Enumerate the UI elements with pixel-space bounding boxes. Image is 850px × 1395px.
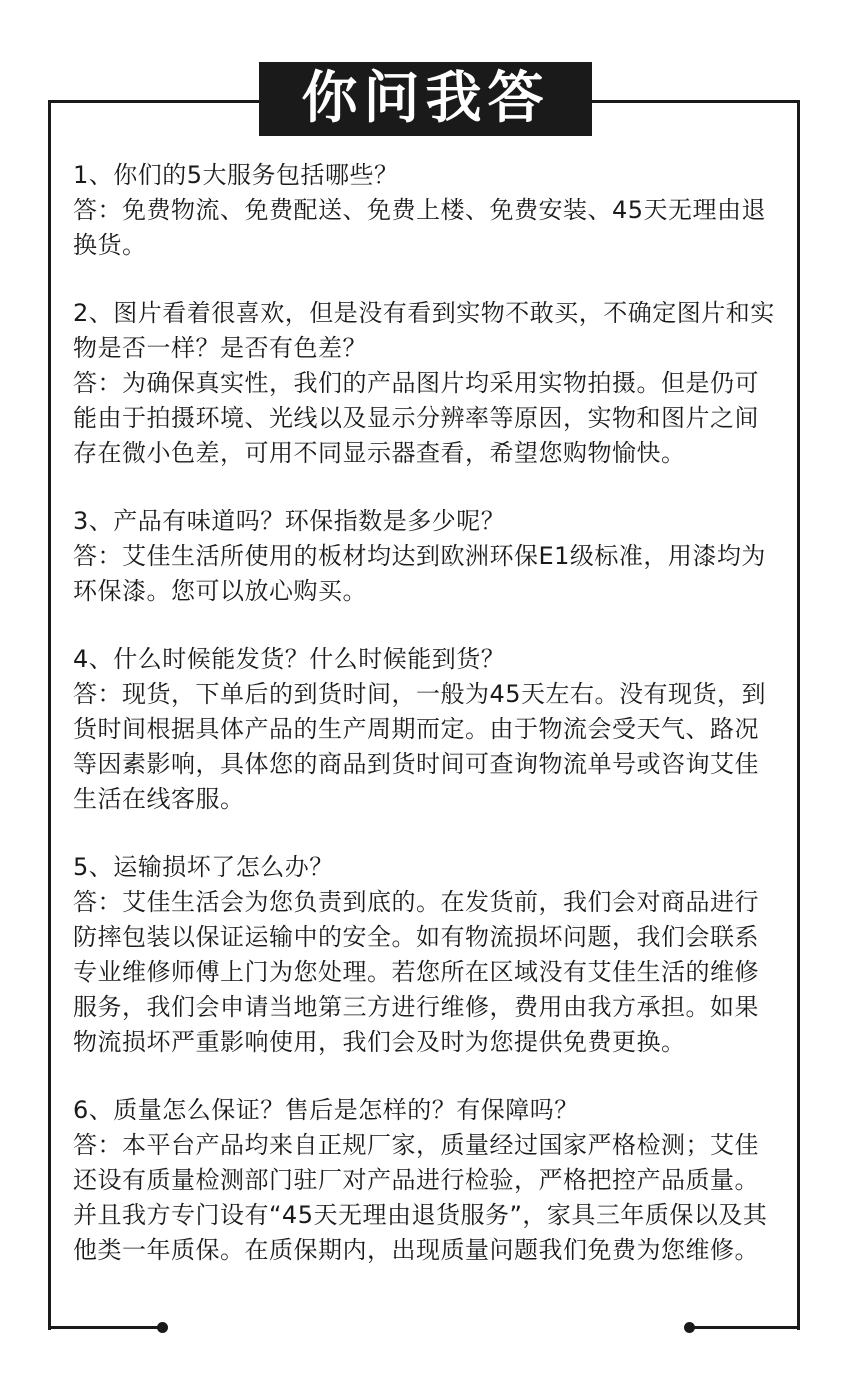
faq-question: 1、你们的5大服务包括哪些？ <box>73 161 399 189</box>
faq-answer: 答：免费物流、免费配送、免费上楼、免费安装、45天无理由退换货。 <box>73 196 767 259</box>
faq-question: 6、质量怎么保证？售后是怎样的？有保障吗？ <box>73 1096 579 1124</box>
faq-question: 4、什么时候能发货？什么时候能到货？ <box>73 645 506 673</box>
faq-question: 3、产品有味道吗？环保指数是多少呢？ <box>73 507 506 535</box>
faq-item-4 <box>73 642 778 817</box>
frame-bottom-left-line <box>48 1326 164 1329</box>
faq-list <box>73 158 778 1268</box>
title-banner <box>259 62 592 136</box>
faq-answer: 答：艾佳生活会为您负责到底的。在发货前，我们会对商品进行防摔包装以保证运输中的安全。如有物流损坏问题，我们会联系专业维修师傅上门为您处理。若您所在区域没有艾佳生活的维修服务，我们会申请当地第三方进行维修，费用由我方承担。如果物流损坏严重影响使用，我们会及时为您提供免费更换。 <box>73 888 759 1056</box>
faq-item-1 <box>73 158 778 263</box>
frame-right-dot-icon <box>684 1322 695 1333</box>
faq-answer: 答：现货，下单后的到货时间，一般为45天左右。没有现货，到货时间根据具体产品的生产周期而定。由于物流会受天气、路况等因素影响，具体您的商品到货时间可查询物流单号或咨询艾佳生活在线客服。 <box>73 680 767 813</box>
page-title: 你问我答 <box>301 66 550 131</box>
frame-bottom-right-line <box>690 1326 800 1329</box>
frame-left-dot-icon <box>157 1322 168 1333</box>
faq-item-2 <box>73 296 778 471</box>
faq-question: 2、图片看着很喜欢，但是没有看到实物不敢买，不确定图片和实物是否一样？是否有色差？ <box>73 299 775 362</box>
faq-answer: 答：艾佳生活所使用的板材均达到欧洲环保E1级标准，用漆均为环保漆。您可以放心购买。 <box>73 542 766 605</box>
faq-answer: 答：本平台产品均来自正规厂家，质量经过国家严格检测；艾佳还设有质量检测部门驻厂对产品进行检验，严格把控产品质量。并且我方专门设有“45天无理由退货服务”，家具三年质保以及其他类一年质保。在质保期内，出现质量问题我们免费为您维修。 <box>73 1131 768 1264</box>
faq-item-3 <box>73 504 778 609</box>
faq-answer: 答：为确保真实性，我们的产品图片均采用实物拍摄。但是仍可能由于拍摄环境、光线以及显示分辨率等原因，实物和图片之间存在微小色差，可用不同显示器查看，希望您购物愉快。 <box>73 369 759 467</box>
faq-item-6 <box>73 1093 778 1268</box>
faq-question: 5、运输损坏了怎么办？ <box>73 853 334 881</box>
faq-item-5 <box>73 850 778 1060</box>
